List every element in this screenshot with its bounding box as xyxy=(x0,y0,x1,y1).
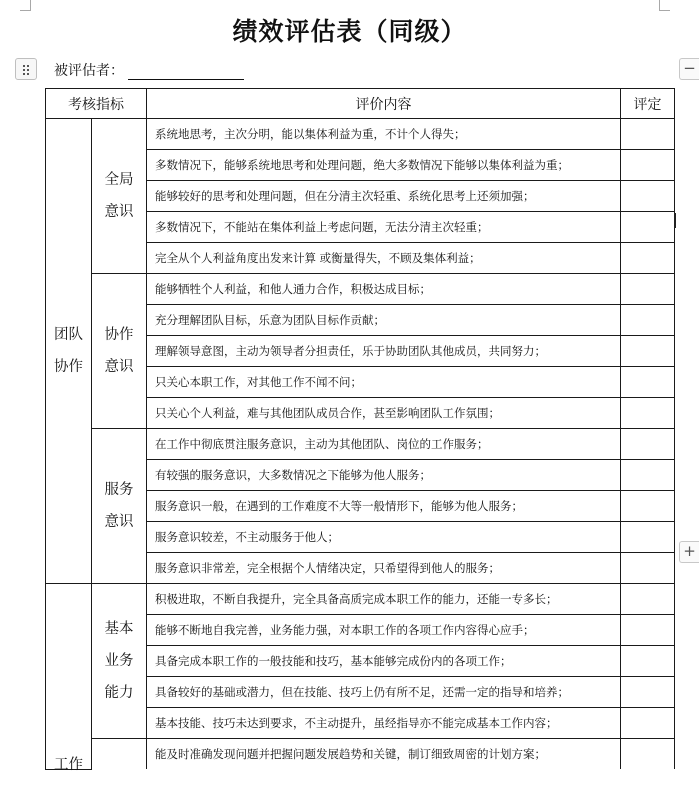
score-input-cell[interactable] xyxy=(621,119,675,150)
header-score: 评定 xyxy=(621,89,675,119)
score-input-cell[interactable] xyxy=(621,522,675,553)
subcategory-cell xyxy=(92,739,147,770)
criteria-cell: 能够牺牲个人利益，和他人通力合作，积极达成目标； xyxy=(147,274,621,305)
criteria-cell: 系统地思考，主次分明，能以集体利益为重，不计个人得失； xyxy=(147,119,621,150)
score-input-cell[interactable] xyxy=(621,429,675,460)
criteria-cell: 服务意识一般，在遇到的工作难度不大等一般情形下，能够为他人服务； xyxy=(147,491,621,522)
score-input-cell[interactable] xyxy=(621,305,675,336)
criteria-cell: 具备完成本职工作的一般技能和技巧，基本能够完成份内的各项工作； xyxy=(147,646,621,677)
score-input-cell[interactable] xyxy=(621,553,675,584)
table-header-row xyxy=(46,89,675,119)
score-input-cell[interactable] xyxy=(621,460,675,491)
subcategory-line: 全局 xyxy=(104,172,134,188)
table-row xyxy=(46,429,675,460)
category-line: 协作 xyxy=(54,359,83,375)
criteria-cell: 能够较好的思考和处理问题，但在分清主次轻重、系统化思考上还须加强； xyxy=(147,181,621,212)
document-title: 绩效评估表（同级） xyxy=(232,17,467,46)
subcategory-cell xyxy=(92,274,147,429)
subcategory-line: 能力 xyxy=(104,685,134,701)
subcategory-line: 业务 xyxy=(104,653,134,669)
table-row xyxy=(46,584,675,615)
collapse-icon[interactable]: − xyxy=(679,58,699,80)
criteria-cell: 只关心本职工作，对其他工作不闻不问； xyxy=(147,367,621,398)
evaluatee-label: 被评估者： xyxy=(54,63,124,79)
criteria-cell: 能及时准确发现问题并把握问题发展趋势和关键，制订细致周密的计划方案； xyxy=(147,739,621,770)
table-row xyxy=(46,739,675,770)
score-input-cell[interactable] xyxy=(621,181,675,212)
score-input-cell[interactable] xyxy=(621,367,675,398)
criteria-cell: 基本技能、技巧未达到要求，不主动提升，虽经指导亦不能完成基本工作内容； xyxy=(147,708,621,739)
text-cursor xyxy=(674,213,676,228)
criteria-cell: 理解领导意图，主动为领导者分担责任，乐于协助团队其他成员，共同努力； xyxy=(147,336,621,367)
header-indicator: 考核指标 xyxy=(46,89,147,119)
add-row-icon[interactable]: + xyxy=(679,541,699,563)
score-input-cell[interactable] xyxy=(621,646,675,677)
criteria-cell: 在工作中彻底贯注服务意识，主动为其他团队、岗位的工作服务； xyxy=(147,429,621,460)
score-input-cell[interactable] xyxy=(621,739,675,770)
criteria-cell: 能够不断地自我完善，业务能力强，对本职工作的各项工作内容得心应手； xyxy=(147,615,621,646)
score-input-cell[interactable] xyxy=(621,150,675,181)
header-content: 评价内容 xyxy=(147,89,621,119)
subcategory-line: 服务 xyxy=(104,482,134,498)
score-input-cell[interactable] xyxy=(621,336,675,367)
score-input-cell[interactable] xyxy=(621,584,675,615)
category-line: 工作 xyxy=(54,756,83,773)
evaluatee-field[interactable] xyxy=(54,60,244,80)
table-row xyxy=(46,274,675,305)
score-input-cell[interactable] xyxy=(621,243,675,274)
category-line: 团队 xyxy=(54,327,83,343)
page-corner-mark-right xyxy=(659,0,670,11)
score-input-cell[interactable] xyxy=(621,491,675,522)
category-cell xyxy=(46,119,92,584)
category-cell xyxy=(46,584,92,773)
table-row xyxy=(46,119,675,150)
criteria-cell: 完全从个人利益角度出发来计算 或衡量得失，不顾及集体利益； xyxy=(147,243,621,274)
subcategory-line: 协作 xyxy=(104,327,134,343)
criteria-cell: 具备较好的基础或潜力，但在技能、技巧上仍有所不足，还需一定的指导和培养； xyxy=(147,677,621,708)
criteria-cell: 服务意识非常差，完全根据个人情绪决定，只希望得到他人的服务； xyxy=(147,553,621,584)
score-input-cell[interactable] xyxy=(621,398,675,429)
evaluation-table xyxy=(45,88,675,773)
subcategory-line: 基本 xyxy=(104,621,134,637)
criteria-cell: 服务意识较差，不主动服务于他人； xyxy=(147,522,621,553)
table-move-handle-icon[interactable] xyxy=(15,58,37,80)
subcategory-cell xyxy=(92,429,147,584)
subcategory-cell xyxy=(92,584,147,739)
subcategory-line: 意识 xyxy=(104,359,134,375)
criteria-cell: 有较强的服务意识，大多数情况之下能够为他人服务； xyxy=(147,460,621,491)
score-input-cell[interactable] xyxy=(621,274,675,305)
score-input-cell[interactable] xyxy=(621,212,675,243)
criteria-cell: 充分理解团队目标，乐意为团队目标作贡献； xyxy=(147,305,621,336)
criteria-cell: 只关心个人利益，难与其他团队成员合作，甚至影响团队工作氛围； xyxy=(147,398,621,429)
score-input-cell[interactable] xyxy=(621,615,675,646)
subcategory-line: 意识 xyxy=(104,204,134,220)
page-corner-mark-left xyxy=(20,0,31,11)
criteria-cell: 多数情况下，能够系统地思考和处理问题，绝大多数情况下能够以集体利益为重； xyxy=(147,150,621,181)
score-input-cell[interactable] xyxy=(621,708,675,739)
criteria-cell: 多数情况下，不能站在集体利益上考虑问题，无法分清主次轻重； xyxy=(147,212,621,243)
evaluatee-blank[interactable] xyxy=(128,63,244,80)
score-input-cell[interactable] xyxy=(621,677,675,708)
subcategory-cell xyxy=(92,119,147,274)
subcategory-line: 意识 xyxy=(104,514,134,530)
criteria-cell: 积极进取，不断自我提升，完全具备高质完成本职工作的能力，还能一专多长； xyxy=(147,584,621,615)
